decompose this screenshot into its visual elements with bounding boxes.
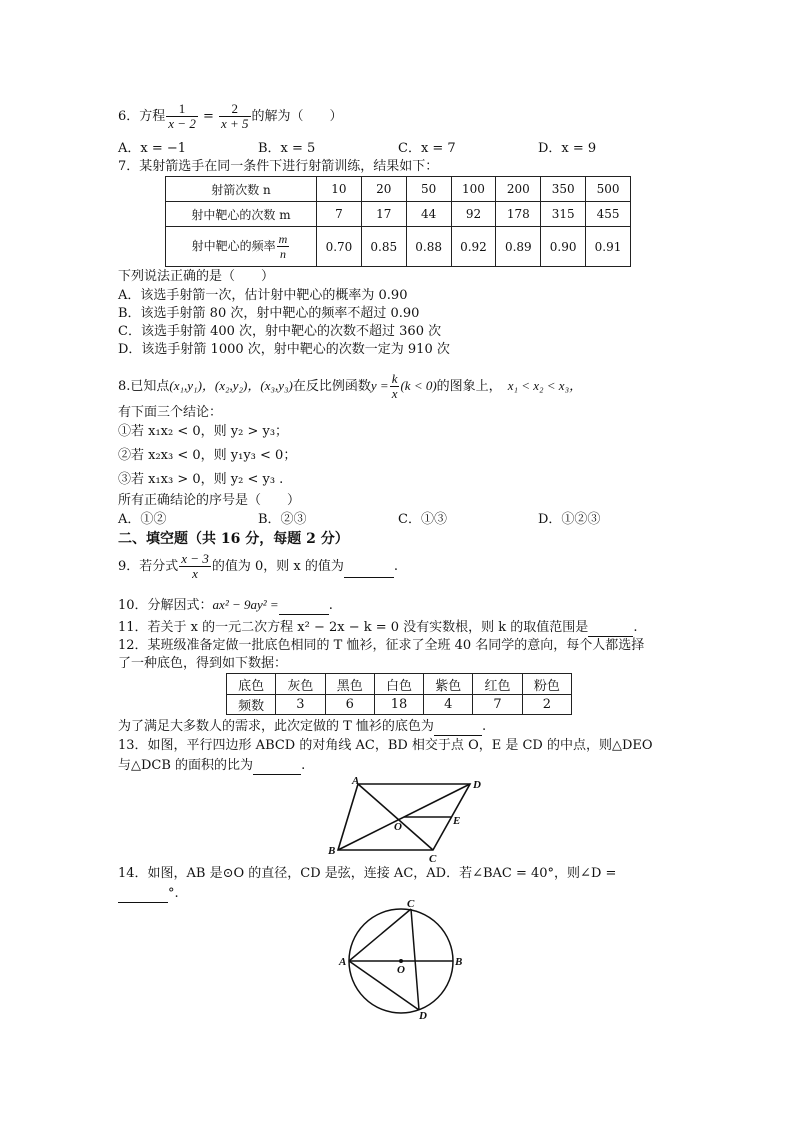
q12-table [226,673,572,715]
q7-question: 下列说法正确的是（ ） [118,269,275,284]
q13-answer-blank[interactable] [253,758,301,775]
q7-cell: 0.92 [451,227,496,267]
q12-cell: 3 [276,695,325,715]
label-b: B [328,845,336,857]
q7-cell: 100 [451,177,496,202]
q7-cell: 92 [451,202,496,227]
section-title: 二、填空题（共 16 分，每题 2 分） [118,531,349,547]
q7-option-c: C．该选手射箭 400 次，射中靶心的次数不超过 360 次 [118,324,442,339]
parallelogram-figure [318,774,498,864]
q11: 11．若关于 x 的一元二次方程 x² − 2x − k = 0 没有实数根，则 k 的取值范围是 . [118,620,638,635]
chord-ad [349,961,419,1010]
q7-cell: 10 [317,177,362,202]
q12-cell: 红色 [473,674,522,695]
q7-cell: 44 [406,202,451,227]
q8-conclusion-2: ②若 x₂x₃ < 0，则 y₁y₃ < 0； [118,448,297,463]
q7-cell: 315 [541,202,586,227]
q7-cell: 0.85 [361,227,406,267]
label-d: D [419,1010,427,1022]
label-a: A [339,956,347,968]
q7-cell: 178 [496,202,541,227]
q7-cell: 500 [586,177,631,202]
label-c: C [429,853,437,864]
q6-fraction-1: $\frac{1}{x - 2}$ [168,101,196,131]
q7-row-m [166,202,631,227]
chord-cd [411,909,419,1010]
label-o: O [397,964,405,976]
label-c: C [407,898,415,910]
q6: 6．方程 $\frac{1}{x - 2}$ = $\frac{2}{x + 5}$ 的解为（ ） [118,101,343,131]
q7-freq-fraction: $\frac{m}{n}$ [278,232,288,261]
q12-count-row [227,695,572,715]
q6-prefix: 6．方程 [118,109,166,124]
center-point [399,959,403,963]
q8-conclusion-1: ①若 x₁x₂ < 0，则 y₂ > y₃； [118,424,289,439]
label-d: D [473,779,481,791]
q7-option-d: D．该选手射箭 1000 次，射中靶心的次数一定为 910 次 [118,342,450,357]
q8-option-c: C．①③ [398,512,447,527]
q11-answer-blank[interactable] [588,620,633,637]
q7-cell: 0.70 [317,227,362,267]
q7-cell: 455 [586,202,631,227]
q14-answer-blank[interactable] [118,886,168,903]
q7-cell: 0.90 [541,227,586,267]
q12-cell: 6 [325,695,374,715]
q12-cell: 紫色 [424,674,473,695]
q8-line2: 有下面三个结论： [118,405,223,420]
label-o: O [394,821,402,833]
label-b: B [455,956,463,968]
q6-suffix: 的解为（ ） [251,109,343,124]
q12-cell: 7 [473,695,522,715]
q6-option-b: B．x = 5 [258,141,316,156]
q7-option-b: B．该选手射箭 80 次，射中靶心的频率不超过 0.90 [118,306,420,321]
q7-cell: 200 [496,177,541,202]
q12-cell: 18 [374,695,423,715]
q7-cell: 0.91 [586,227,631,267]
q12-header-row [227,674,572,695]
q10-answer-blank[interactable] [279,598,329,615]
q12-cell: 2 [522,695,571,715]
q12-cell: 灰色 [276,674,325,695]
q12-answer-blank[interactable] [434,719,482,736]
q9-answer-blank[interactable] [344,557,394,578]
q6-option-d: D．x = 9 [538,141,597,156]
q10: 10．分解因式：ax² − 9ay² = . [118,597,333,613]
q13-line1: 13．如图，平行四边形 ABCD 的对角线 AC，BD 相交于点 O，E 是 CD 的中点，则△DEO [118,738,653,753]
q12-cell: 4 [424,695,473,715]
q8-option-b: B．②③ [258,512,307,527]
q7-cell: 0.89 [496,227,541,267]
q7-row-freq-label: 射中靶心的频率 $\frac{m}{n}$ [166,227,317,267]
q8-option-a: A．①② [118,512,167,527]
q9-fraction: $\frac{x - 3}{x}$ [181,551,209,581]
q8-line1: 8.已知点(x₁,y₁)，(x₂,y₂)，(x₃,y₃)在反比例函数y = $\frac{k}{x}$ (k < 0)的图象上， x₁ < x₂ < x₃， [118,371,583,401]
q12-cell: 黑色 [325,674,374,695]
q14-line2: °. [118,886,179,903]
chord-ac [349,909,411,961]
label-a: A [352,775,360,787]
q12-cell: 白色 [374,674,423,695]
q8-question: 所有正确结论的序号是（ ） [118,493,301,508]
q7-cell: 20 [361,177,406,202]
q9: 9．若分式 $\frac{x - 3}{x}$ 的值为 0，则 x 的值为 . [118,551,398,581]
q8-option-d: D．①②③ [538,512,601,527]
q7-cell: 7 [317,202,362,227]
q8-conclusion-3: ③若 x₁x₃ > 0，则 y₂ < y₃ . [118,472,284,487]
q12-line1: 12．某班级准备定做一批底色相同的 T 恤衫，征求了全班 40 名同学的意向，每个人都选择 [118,638,645,653]
q7-table [165,176,631,267]
q7-cell: 17 [361,202,406,227]
q7-cell: 350 [541,177,586,202]
q12-cell: 底色 [227,674,276,695]
q7-cell: 50 [406,177,451,202]
q7-row-n-label: 射箭次数 n [166,177,317,202]
q8-function-fraction: $\frac{k}{x}$ [391,371,398,401]
label-e: E [453,815,461,827]
circle-figure [334,894,468,1022]
q12-cell: 频数 [227,695,276,715]
q7-option-a: A．该选手射箭一次，估计射中靶心的概率为 0.90 [118,288,408,303]
q12-line2: 了一种底色，得到如下数据： [118,656,288,671]
q6-fraction-2: $\frac{2}{x + 5}$ [221,101,249,131]
q7-row-n [166,177,631,202]
q7-cell: 0.88 [406,227,451,267]
q13-line2: 与△DCB 的面积的比为 . [118,758,306,773]
q7-row-m-label: 射中靶心的次数 m [166,202,317,227]
q12-cell: 粉色 [522,674,571,695]
q7-stem: 7．某射箭选手在同一条件下进行射箭训练，结果如下： [118,159,439,174]
q12-question: 为了满足大多数人的需求，此次定做的 T 恤衫的底色为 . [118,719,487,734]
q7-row-freq [166,227,631,267]
q14-line1: 14．如图，AB 是⊙O 的直径，CD 是弦，连接 AC，AD．若∠BAC = 40°，则∠D = [118,866,617,881]
q6-option-a: A．x = −1 [118,141,187,156]
q6-option-c: C．x = 7 [398,141,456,156]
